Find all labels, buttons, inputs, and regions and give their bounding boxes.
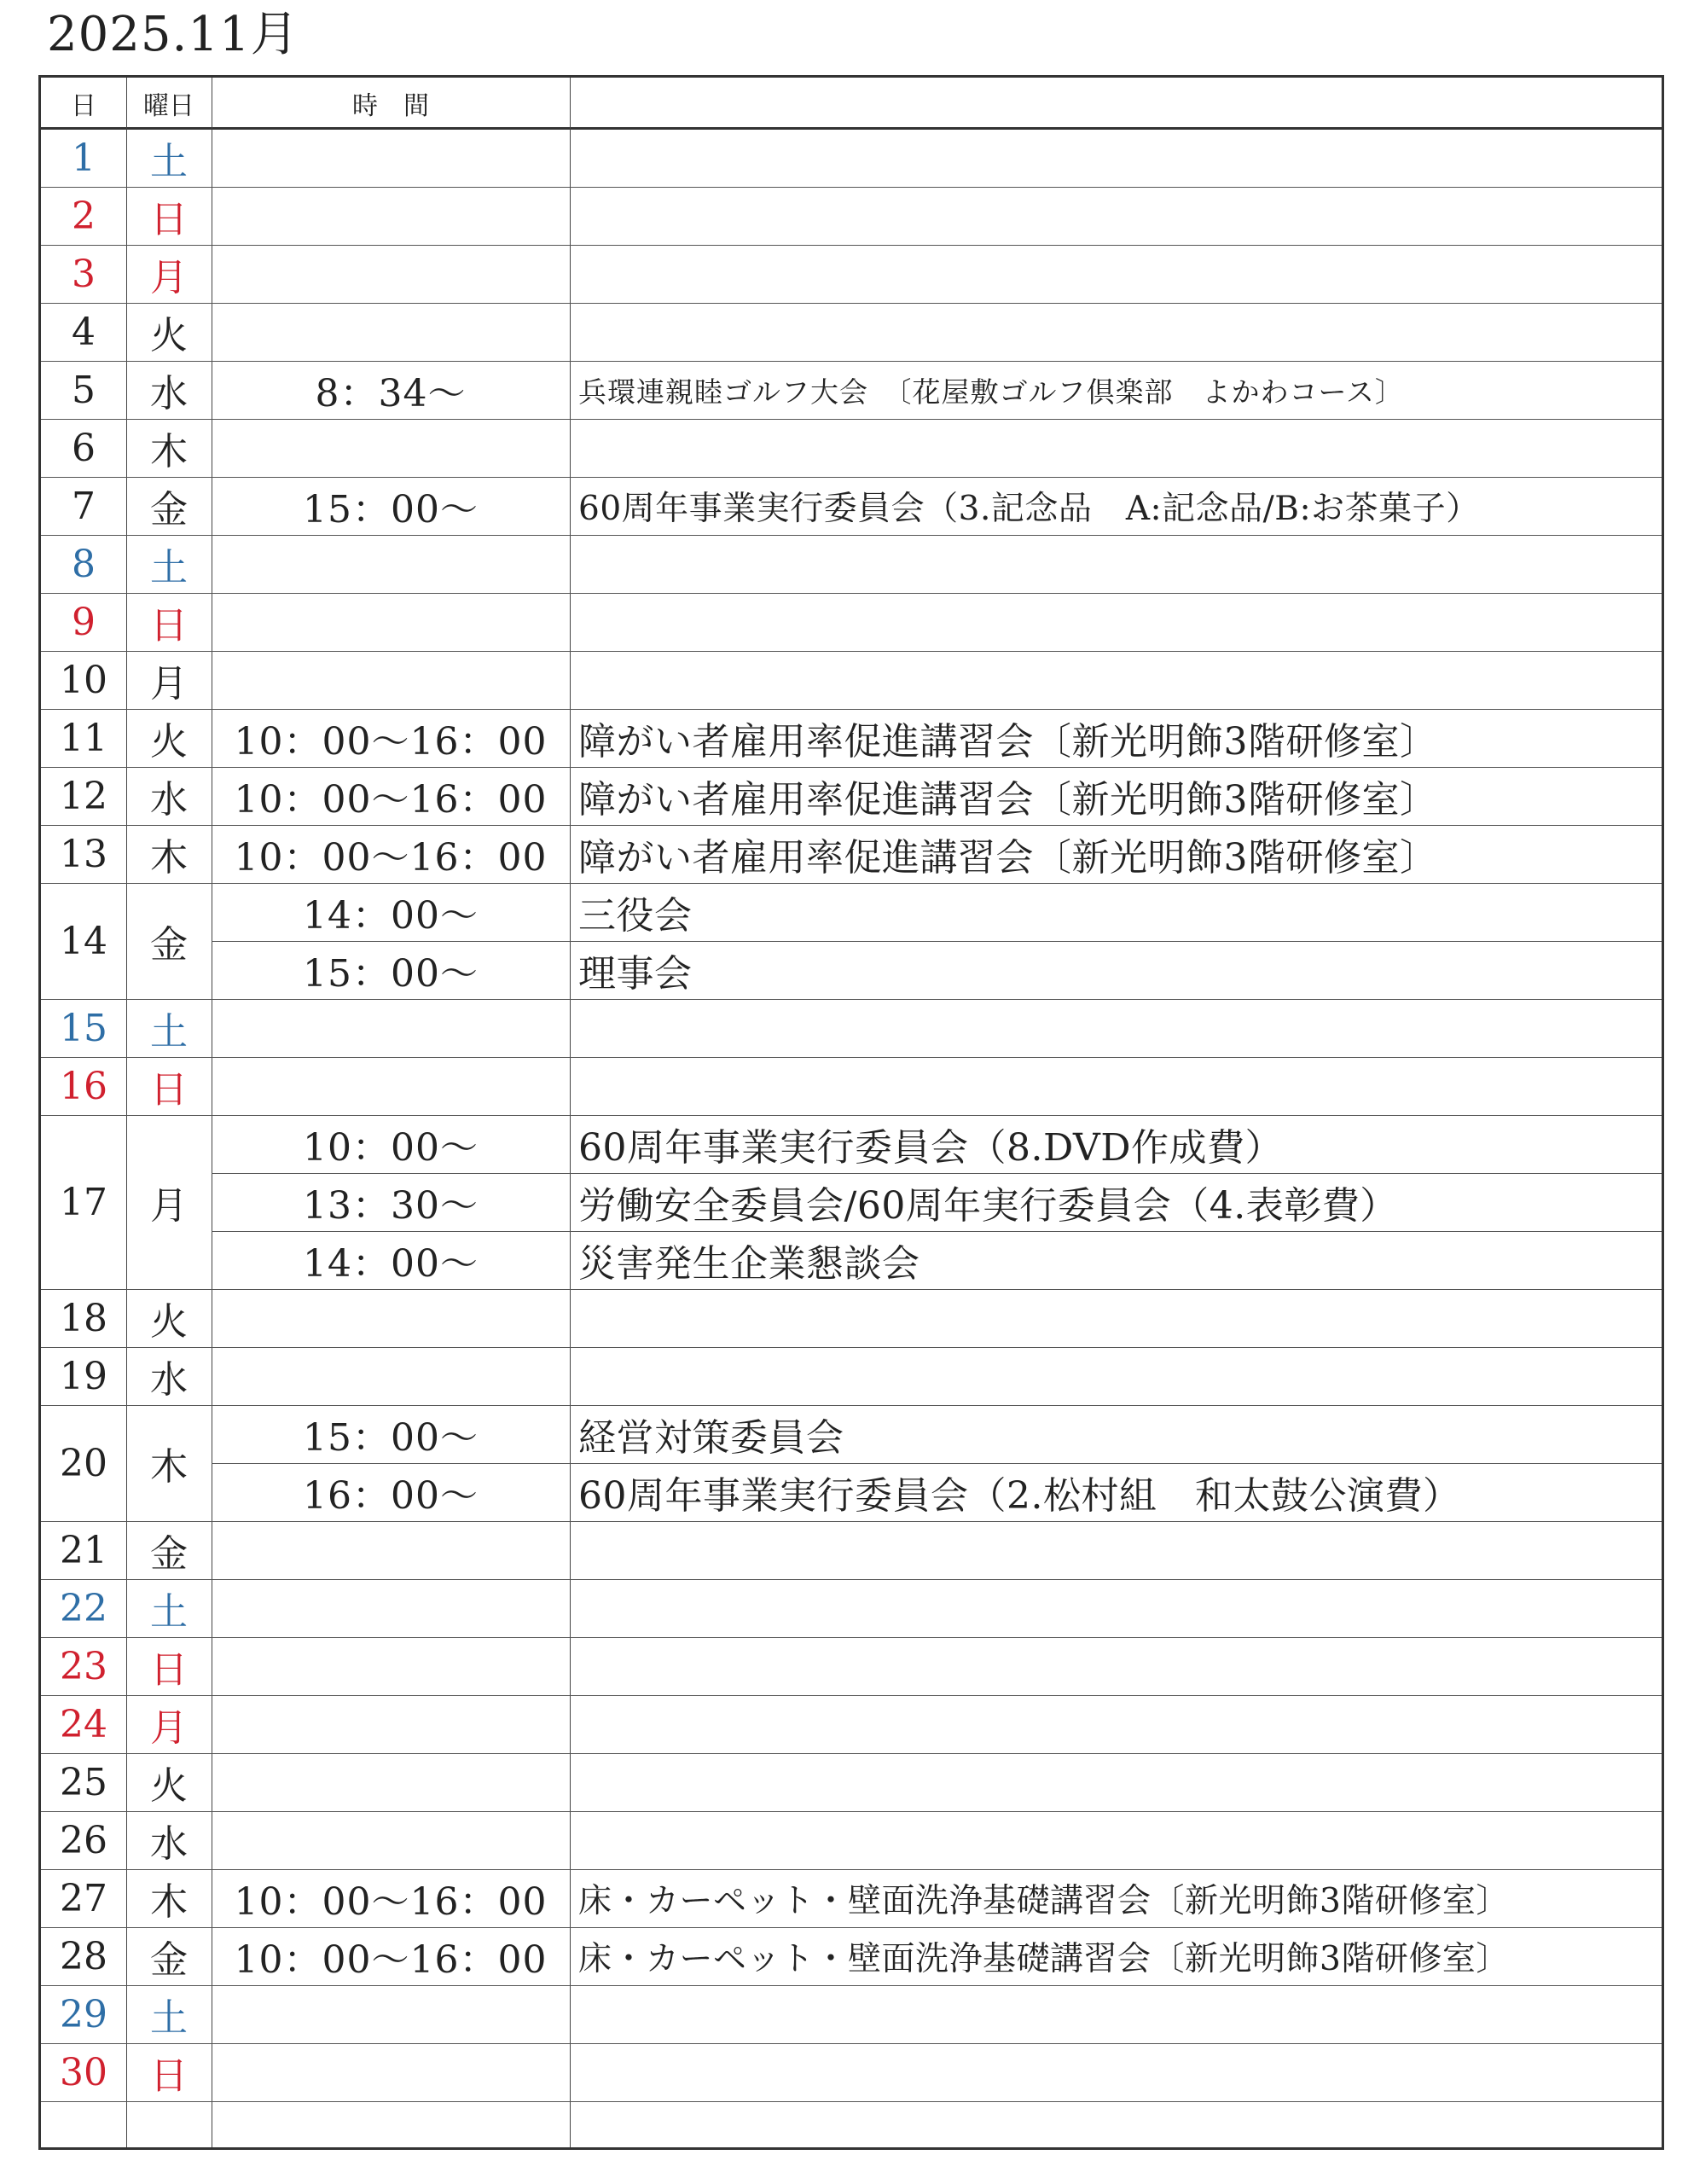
event-title: 床・カーペット・壁面洗浄基礎講習会〔新光明飾3階研修室〕 (578, 1882, 1510, 1920)
day-number: 15 (60, 1006, 107, 1050)
day-number: 5 (72, 368, 96, 412)
event-title: 床・カーペット・壁面洗浄基礎講習会〔新光明飾3階研修室〕 (578, 1940, 1510, 1978)
event-time: 16：00～ (303, 1474, 479, 1518)
event-title: 障がい者雇用率促進講習会〔新光明飾3階研修室〕 (578, 720, 1438, 764)
event-title: 60周年事業実行委員会（2.松村組 和太鼓公演費） (578, 1474, 1461, 1518)
entry-divider (212, 1463, 1662, 1464)
day-number: 6 (72, 426, 96, 470)
event-title: 労働安全委員会/60周年実行委員会（4.表彰費） (578, 1184, 1398, 1228)
weekday: 金 (150, 488, 188, 531)
event-time: 15：00～ (303, 1416, 479, 1460)
weekday: 火 (150, 720, 188, 764)
event-time: 10：00～16：00 (234, 836, 548, 880)
weekday (126, 2101, 212, 2159)
weekday: 金 (150, 1938, 188, 1982)
weekday: 木 (150, 1445, 188, 1489)
day-number: 26 (60, 1818, 107, 1862)
row-divider (41, 1753, 1662, 1754)
weekday: 金 (150, 923, 188, 967)
row-divider (41, 2101, 1662, 2102)
event-title: 60周年事業実行委員会（3.記念品 A:記念品/B:お茶菓子） (578, 490, 1480, 528)
day-number: 14 (60, 919, 107, 963)
row-divider (41, 999, 1662, 1000)
row-divider (41, 1637, 1662, 1638)
day-number: 20 (60, 1441, 107, 1485)
row-divider (41, 535, 1662, 536)
schedule-table (38, 75, 1664, 2150)
event-time: 13：30～ (303, 1184, 479, 1228)
day-number: 23 (60, 1644, 107, 1688)
weekday: 土 (150, 1590, 188, 1634)
event-title: 三役会 (578, 894, 693, 938)
weekday: 水 (150, 778, 188, 822)
event-title: 理事会 (578, 952, 693, 996)
header-day: 日 (71, 91, 96, 121)
day-number: 2 (72, 194, 96, 238)
row-divider (41, 1289, 1662, 1290)
weekday: 土 (150, 1996, 188, 2040)
day-number: 25 (60, 1760, 107, 1804)
event-time: 10：00～16：00 (234, 1880, 548, 1924)
weekday: 水 (150, 372, 188, 415)
day-number: 21 (60, 1528, 107, 1572)
weekday: 土 (150, 546, 188, 590)
day-number: 18 (60, 1296, 107, 1340)
row-divider (41, 1347, 1662, 1348)
row-divider (41, 419, 1662, 420)
event-time: 10：00～16：00 (234, 778, 548, 822)
row-divider (41, 1057, 1662, 1058)
day-number: 7 (72, 484, 96, 528)
event-time: 15：00～ (303, 952, 479, 996)
row-divider (41, 2043, 1662, 2044)
day-number: 3 (72, 252, 96, 296)
weekday: 土 (150, 140, 188, 183)
weekday: 土 (150, 1010, 188, 1054)
weekday: 月 (150, 1184, 188, 1228)
day-number: 24 (60, 1702, 107, 1746)
event-title: 障がい者雇用率促進講習会〔新光明飾3階研修室〕 (578, 836, 1438, 880)
header-time: 時 間 (352, 91, 429, 121)
day-number (41, 2101, 126, 2159)
column-divider (570, 78, 571, 2147)
day-number: 9 (72, 600, 96, 644)
weekday: 火 (150, 314, 188, 357)
event-time: 14：00～ (303, 1242, 479, 1286)
day-number: 12 (60, 774, 107, 818)
weekday: 日 (150, 2054, 188, 2098)
day-number: 10 (60, 658, 107, 702)
row-divider (41, 1579, 1662, 1580)
day-number: 19 (60, 1354, 107, 1398)
weekday: 日 (150, 1068, 188, 1112)
row-divider (41, 1695, 1662, 1696)
event-title: 兵環連親睦ゴルフ大会 〔花屋敷ゴルフ倶楽部 よかわコース〕 (578, 375, 1404, 409)
day-number: 16 (60, 1064, 107, 1108)
weekday: 木 (150, 836, 188, 880)
weekday: 水 (150, 1822, 188, 1866)
row-divider (41, 303, 1662, 304)
day-number: 1 (72, 136, 96, 180)
event-time: 10：00～ (303, 1126, 479, 1170)
header-divider (41, 127, 1662, 130)
weekday: 木 (150, 430, 188, 473)
day-number: 11 (60, 716, 107, 760)
event-time: 10：00～16：00 (234, 720, 548, 764)
day-number: 30 (60, 2050, 107, 2094)
weekday: 日 (150, 198, 188, 241)
weekday: 金 (150, 1532, 188, 1576)
entry-divider (212, 941, 1662, 942)
weekday: 日 (150, 1648, 188, 1692)
day-number: 28 (60, 1934, 107, 1978)
row-divider (41, 245, 1662, 246)
event-time: 14：00～ (303, 894, 479, 938)
day-number: 8 (72, 542, 96, 586)
row-divider (41, 1985, 1662, 1986)
day-number: 13 (60, 832, 107, 876)
entry-divider (212, 1173, 1662, 1174)
row-divider (41, 1811, 1662, 1812)
page-title: 2025.11月 (47, 7, 299, 62)
day-number: 29 (60, 1992, 107, 2036)
weekday: 月 (150, 1706, 188, 1750)
weekday: 火 (150, 1764, 188, 1808)
weekday: 火 (150, 1300, 188, 1344)
day-number: 4 (72, 310, 96, 354)
header-weekday: 曜日 (143, 91, 194, 121)
day-number: 17 (60, 1180, 107, 1224)
event-title: 障がい者雇用率促進講習会〔新光明飾3階研修室〕 (578, 778, 1438, 822)
event-time: 15：00～ (303, 488, 479, 531)
event-time: 10：00～16：00 (234, 1938, 548, 1982)
day-number: 27 (60, 1876, 107, 1920)
weekday: 日 (150, 604, 188, 648)
event-title: 60周年事業実行委員会（8.DVD作成費） (578, 1126, 1284, 1170)
weekday: 水 (150, 1358, 188, 1402)
row-divider (41, 187, 1662, 188)
row-divider (41, 1521, 1662, 1522)
weekday: 月 (150, 256, 188, 299)
entry-divider (212, 1231, 1662, 1232)
row-divider (41, 593, 1662, 594)
event-title: 災害発生企業懇談会 (578, 1242, 920, 1286)
weekday: 木 (150, 1880, 188, 1924)
event-title: 経営対策委員会 (578, 1416, 844, 1460)
day-number: 22 (60, 1586, 107, 1630)
header-event (570, 78, 1662, 129)
row-divider (41, 651, 1662, 652)
weekday: 月 (150, 662, 188, 706)
event-time: 8：34～ (315, 372, 467, 415)
